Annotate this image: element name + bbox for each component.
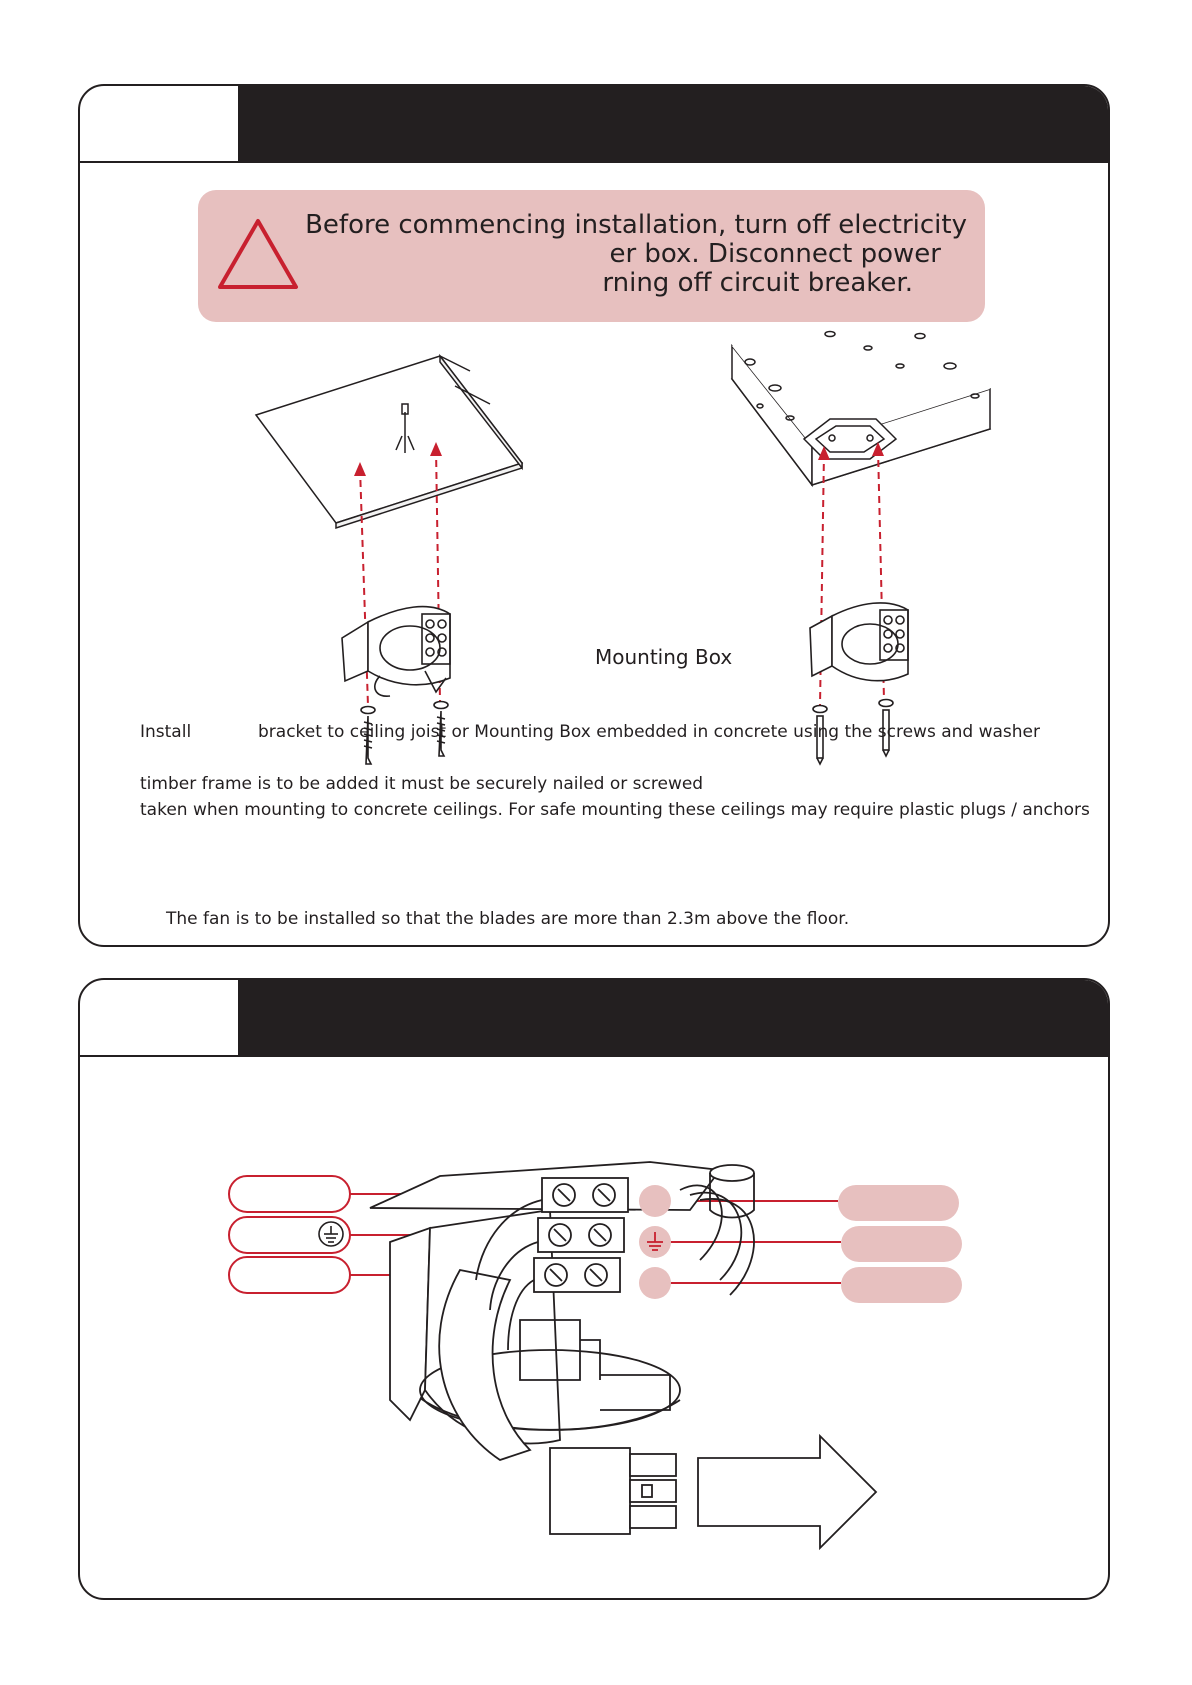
install-instruction: bracket to ceiling joist or Mounting Box embedded in concrete using the screws and washer (258, 722, 1041, 742)
step-number-box (80, 86, 238, 161)
wiring-step-panel (78, 978, 1110, 1600)
terminal-block-wiring-figure (80, 980, 1108, 1598)
header-divider (80, 161, 1108, 163)
left-wire-label-top (229, 1176, 350, 1212)
timber-frame-note: timber frame is to be added it must be securely nailed or screwed (140, 774, 704, 794)
safety-warning-banner (198, 190, 985, 322)
ceiling-joist-mounting-figure (250, 326, 620, 766)
concrete-mounting-box-figure (720, 326, 1030, 766)
left-wire-label-bottom (229, 1257, 350, 1293)
warning-line-3: rning off circuit breaker. (602, 268, 913, 298)
mounting-box-caption: Mounting Box (595, 645, 733, 669)
warning-triangle-icon (216, 217, 300, 293)
concrete-ceiling-note: taken when mounting to concrete ceilings. For safe mounting these ceilings may require plastic plugs / anchors (140, 800, 1090, 820)
install-word: Install (140, 722, 192, 742)
installation-step-panel (78, 84, 1110, 947)
warning-line-2: er box. Disconnect power (609, 239, 941, 269)
step-header-bar (238, 86, 1108, 161)
right-wire-label-bottom (841, 1267, 962, 1303)
right-wire-label-top (838, 1185, 959, 1221)
warning-line-1: Before commencing installation, turn off electricity (305, 210, 967, 240)
blade-height-note: The fan is to be installed so that the blades are more than 2.3m above the floor. (166, 909, 850, 929)
right-wire-label-earth (841, 1226, 962, 1262)
